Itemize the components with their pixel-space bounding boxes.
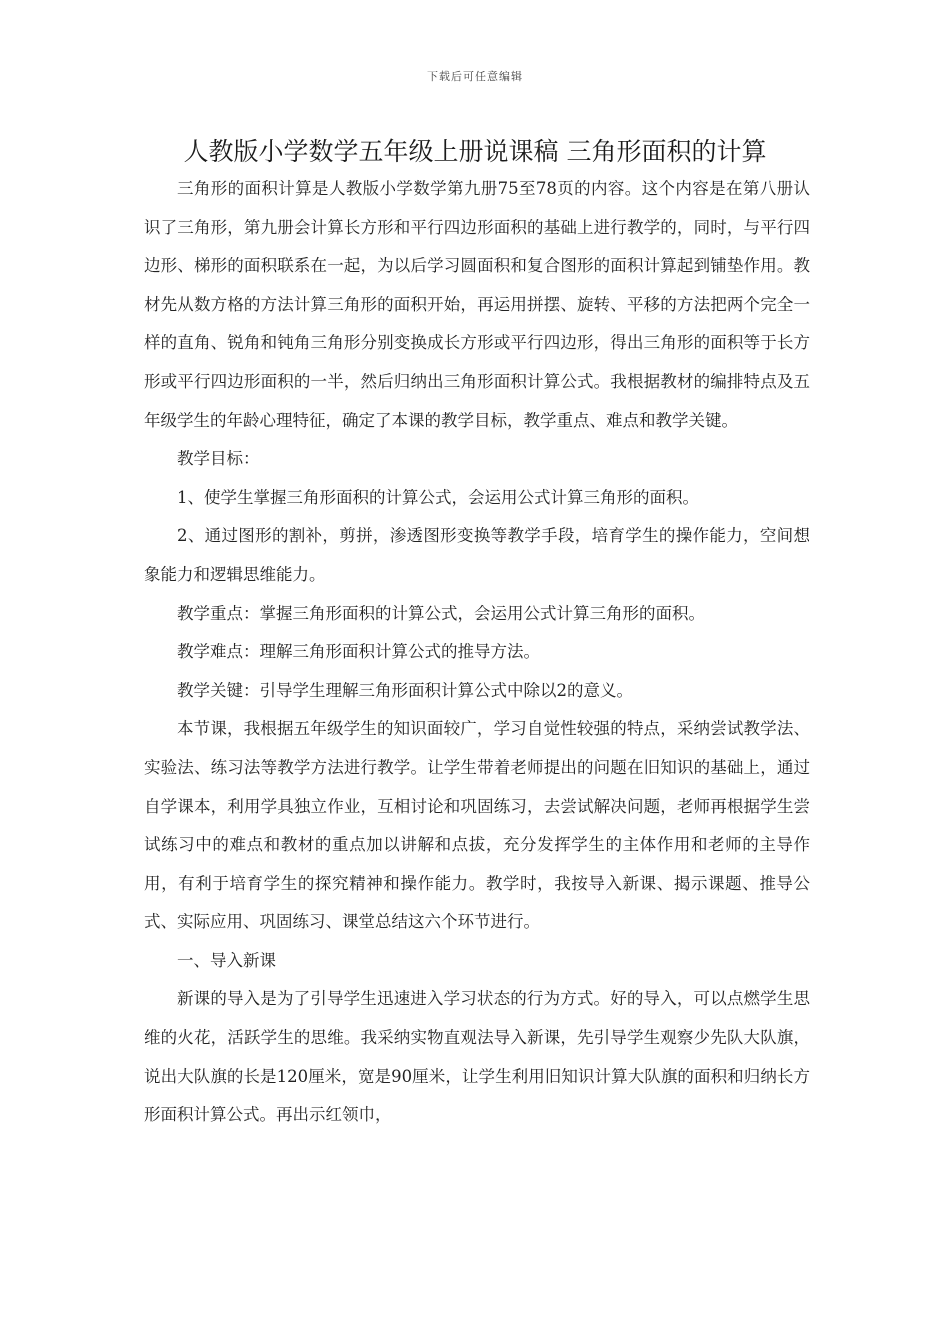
paragraph-introduction: 新课的导入是为了引导学生迅速进入学习状态的行为方式。好的导入，可以点燃学生思维的火花，活跃学生的思维。我采纳实物直观法导入新课，先引导学生观察少先队大队旗，说出大队旗的长是120厘米，宽是90厘米，让学生利用旧知识计算大队旗的面积和归纳长方形面积计算公式。再出示红领巾，: [144, 989, 810, 1125]
document-title: 人教版小学数学五年级上册说课稿 三角形面积的计算: [183, 137, 767, 166]
paragraph-objective-1: 1、使学生掌握三角形面积的计算公式，会运用公式计算三角形的面积。: [177, 487, 699, 507]
paragraph-difficulty: 教学难点：理解三角形面积计算公式的推导方法。: [177, 642, 540, 662]
paragraph-key-point: 教学重点：掌握三角形面积的计算公式，会运用公式计算三角形的面积。: [177, 603, 705, 623]
page-header-note: 下载后可任意编辑: [427, 70, 523, 83]
section-heading-introduction: 一、导入新课: [177, 950, 276, 970]
document-body: [144, 170, 810, 1135]
paragraph-objective-2: 2、通过图形的割补，剪拼，渗透图形变换等教学手段，培育学生的操作能力，空间想象能力和逻辑思维能力。: [144, 526, 810, 584]
paragraph-objectives-heading: 教学目标：: [177, 449, 260, 469]
paragraph-key-idea: 教学关键：引导学生理解三角形面积计算公式中除以2的意义。: [177, 680, 633, 700]
paragraph-intro: 三角形的面积计算是人教版小学数学第九册75至78页的内容。这个内容是在第八册认识了三角形，第九册会计算长方形和平行四边形面积的基础上进行教学的，同时，与平行四边形、梯形的面积联系在一起，为以后学习圆面积和复合图形的面积计算起到铺垫作用。教材先从数方格的方法计算三角形的面积开始，再运用拼摆、旋转、平移的方法把两个完全一样的直角、锐角和钝角三角形分别变换成长方形或平行四边形，得出三角形的面积等于长方形或平行四边形面积的一半，然后归纳出三角形面积计算公式。我根据教材的编排特点及五年级学生的年龄心理特征，确定了本课的教学目标，教学重点、难点和教学关键。: [144, 179, 810, 430]
paragraph-teaching-method: 本节课，我根据五年级学生的知识面较广，学习自觉性较强的特点，采纳尝试教学法、实验法、练习法等教学方法进行教学。让学生带着老师提出的问题在旧知识的基础上，通过自学课本，利用学具独立作业，互相讨论和巩固练习，去尝试解决问题，老师再根据学生尝试练习中的难点和教材的重点加以讲解和点拔，充分发挥学生的主体作用和老师的主导作用，有利于培育学生的探究精神和操作能力。教学时，我按导入新课、揭示课题、推导公式、实际应用、巩固练习、课堂总结这六个环节进行。: [144, 719, 810, 932]
